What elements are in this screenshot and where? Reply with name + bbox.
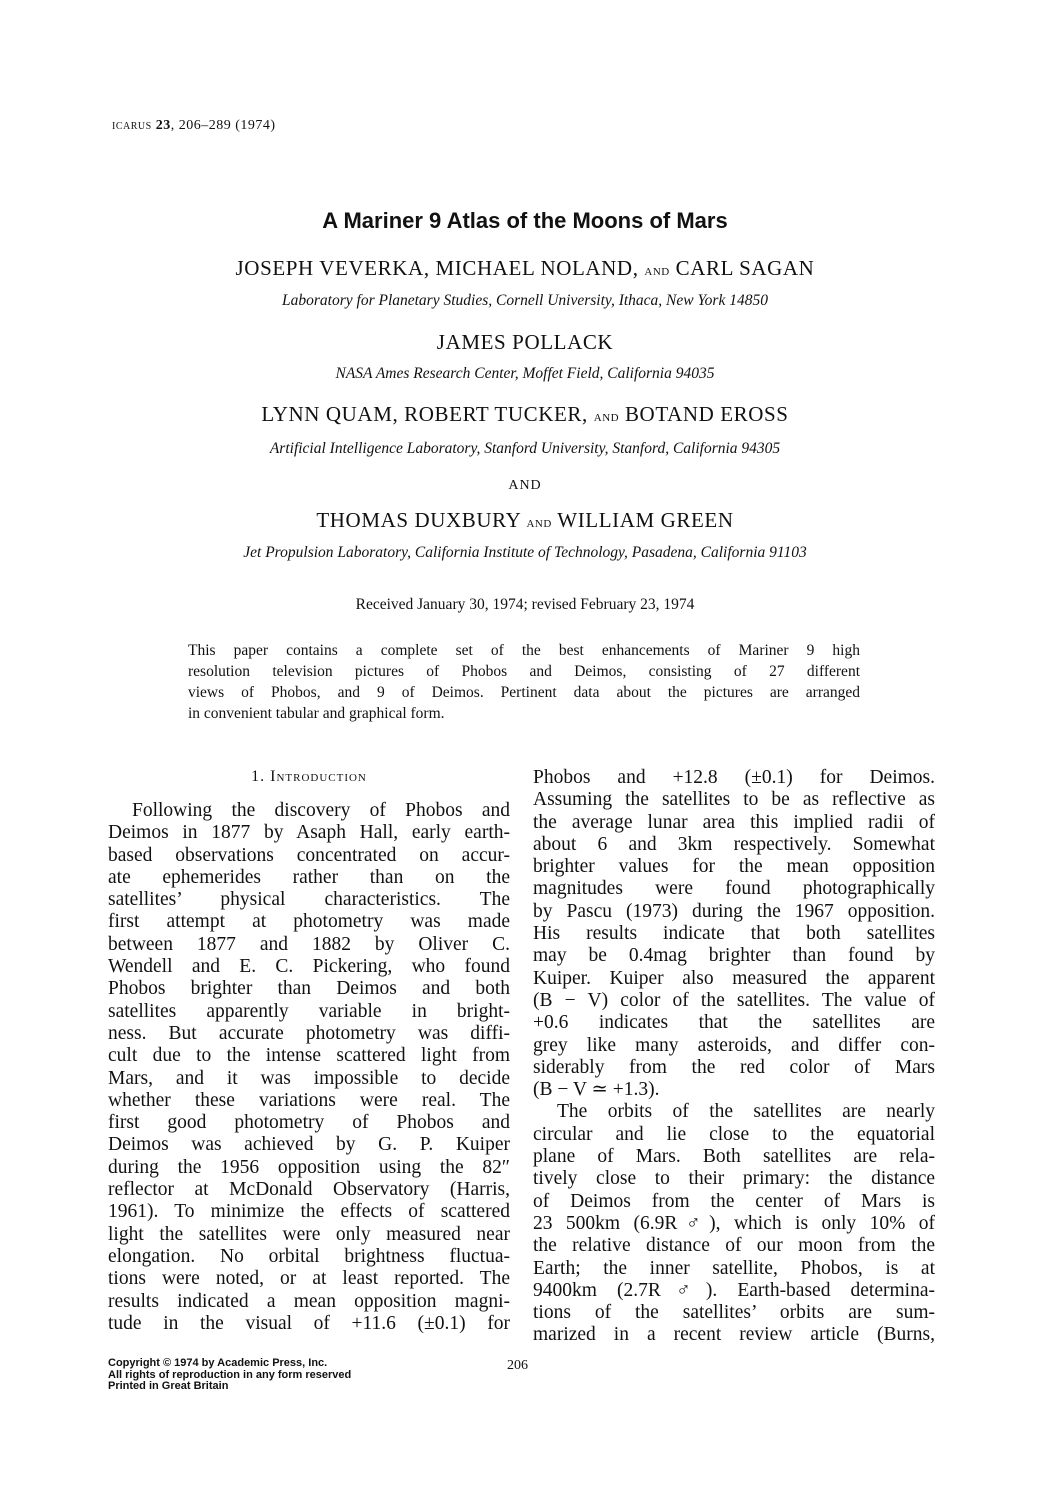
author-names: WILLIAM GREEN (557, 508, 734, 532)
body-line: the relative distance of our moon from the (533, 1235, 935, 1257)
body-line: satellites apparently variable in bright- (108, 1000, 510, 1022)
and-separator: AND (508, 478, 542, 493)
journal-name: icarus (112, 118, 152, 133)
body-line: 9400km (2.7R♂). Earth-based determina- (533, 1279, 935, 1301)
affiliation-1: Laboratory for Planetary Studies, Cornell University, Ithaca, New York 14850 (282, 292, 768, 309)
body-line: satellites’ physical characteristics. The (108, 889, 510, 911)
body-line: Wendell and E. C. Pickering, who found (108, 956, 510, 978)
abstract-line: resolution television pictures of Phobos and Deimos, consisting of 27 different (188, 663, 860, 680)
body-line: circular and lie close to the equatorial (533, 1123, 935, 1145)
affiliation-4: Jet Propulsion Laboratory, California Institute of Technology, Pasadena, California 91103 (243, 544, 807, 561)
footnote-line: Printed in Great Britain (108, 1380, 229, 1392)
author-names: BOTAND EROSS (624, 402, 789, 426)
body-line: Assuming the satellites to be as reflective as (533, 789, 935, 811)
author-names: CARL SAGAN (675, 256, 815, 280)
body-line: His results indicate that both satellites (533, 923, 935, 945)
author-names: JOSEPH VEVERKA, MICHAEL NOLAND, (235, 256, 639, 280)
received-dates: Received January 30, 1974; revised February 23, 1974 (355, 596, 695, 613)
author-names: JAMES POLLACK (436, 330, 614, 354)
body-line: plane of Mars. Both satellites are rela- (533, 1146, 935, 1168)
body-line: during the 1956 opposition using the 82″ (108, 1156, 510, 1178)
author-names: THOMAS DUXBURY (316, 508, 521, 532)
body-line: tions of the satellites’ orbits are sum- (533, 1302, 935, 1324)
abstract-line: views of Phobos, and 9 of Deimos. Pertinent data about the pictures are arranged (188, 684, 860, 701)
body-line: siderably from the red color of Mars (533, 1056, 935, 1078)
body-line: first good photometry of Phobos and (108, 1112, 510, 1134)
author-line-1 (0, 256, 1050, 281)
abstract (188, 640, 860, 724)
body-line: (B − V) color of the satellites. The value of (533, 989, 935, 1011)
footnote-line: Copyright © 1974 by Academic Press, Inc. (108, 1357, 328, 1369)
author-line-4 (0, 508, 1050, 533)
section-title: Introduction (270, 768, 367, 785)
author-names: LYNN QUAM, ROBERT TUCKER, (261, 402, 588, 426)
body-line: marized in a recent review article (Burns, (533, 1324, 935, 1346)
section-heading (108, 768, 510, 786)
body-line: Phobos and +12.8 (±0.1) for Deimos. (533, 767, 935, 788)
body-line: of Deimos from the center of Mars is (533, 1190, 935, 1212)
body-line: elongation. No orbital brightness fluctua- (108, 1245, 510, 1267)
body-line: ness. But accurate photometry was diffi- (108, 1022, 510, 1044)
right-column (533, 767, 935, 1347)
body-line: The orbits of the satellites are nearly (557, 1101, 935, 1123)
body-line: the average lunar area this implied radii of (533, 811, 935, 833)
author-line-3 (0, 402, 1050, 427)
body-line: between 1877 and 1882 by Oliver C. (108, 933, 510, 955)
body-line: magnitudes were found photographically (533, 878, 935, 900)
body-line: tively close to their primary: the distance (533, 1168, 935, 1190)
body-line: tude in the visual of +11.6 (±0.1) for (108, 1312, 510, 1334)
body-line: reflector at McDonald Observatory (Harris, (108, 1179, 510, 1201)
copyright-footnote (108, 1358, 351, 1393)
author-conjunction: and (644, 263, 670, 279)
body-line: light the satellites were only measured near (108, 1223, 510, 1245)
page-number: 206 (507, 1358, 528, 1373)
body-line: whether these variations were real. The (108, 1089, 510, 1111)
body-line: Kuiper. Kuiper also measured the apparent (533, 967, 935, 989)
body-line: ate ephemerides rather than on the (108, 866, 510, 888)
abstract-line: This paper contains a complete set of the best enhancements of Mariner 9 high (188, 642, 860, 659)
body-line: cult due to the intense scattered light from (108, 1045, 510, 1067)
section-number: 1. (251, 768, 266, 785)
body-line: Earth; the inner satellite, Phobos, is at (533, 1257, 935, 1279)
journal-volume: 23 (155, 118, 171, 133)
body-line: tions were noted, or at least reported. The (108, 1268, 510, 1290)
body-line: Deimos was achieved by G. P. Kuiper (108, 1134, 510, 1156)
author-line-2 (0, 330, 1050, 355)
body-line: Deimos in 1877 by Asaph Hall, early earth- (108, 822, 510, 844)
paper-title: A Mariner 9 Atlas of the Moons of Mars (322, 208, 728, 233)
body-line: about 6 and 3km respectively. Somewhat (533, 833, 935, 855)
body-line: by Pascu (1973) during the 1967 opposition. (533, 900, 935, 922)
body-line: 23 500km (6.9R♂), which is only 10% of (533, 1212, 935, 1234)
affiliation-2: NASA Ames Research Center, Moffet Field, California 94035 (335, 365, 715, 382)
body-line: brighter values for the mean opposition (533, 856, 935, 878)
abstract-line: in convenient tabular and graphical form. (188, 705, 445, 722)
body-line: Phobos brighter than Deimos and both (108, 978, 510, 1000)
body-line: Mars, and it was impossible to decide (108, 1067, 510, 1089)
affiliation-3: Artificial Intelligence Laboratory, Stanford University, Stanford, California 94305 (269, 440, 781, 457)
footnote-line: All rights of reproduction in any form reserved (108, 1368, 352, 1381)
journal-citation: icarus 23, 206–289 (1974) (112, 118, 276, 133)
body-line: 1961). To minimize the effects of scattered (108, 1201, 510, 1223)
author-conjunction: and (593, 409, 620, 425)
body-line: Following the discovery of Phobos and (132, 800, 510, 821)
body-line: +0.6 indicates that the satellites are (533, 1012, 935, 1034)
body-line: first attempt at photometry was made (108, 911, 510, 933)
body-line: based observations concentrated on accur- (108, 844, 510, 866)
body-line: grey like many asteroids, and differ con- (533, 1034, 935, 1056)
journal-pages-year: 206–289 (1974) (178, 118, 276, 133)
left-column (108, 800, 510, 1335)
body-line: may be 0.4mag brighter than found by (533, 945, 935, 967)
body-line: (B − V ≃ +1.3). (533, 1079, 660, 1101)
body-line: results indicated a mean opposition magni- (108, 1290, 510, 1312)
author-conjunction: and (526, 515, 552, 531)
